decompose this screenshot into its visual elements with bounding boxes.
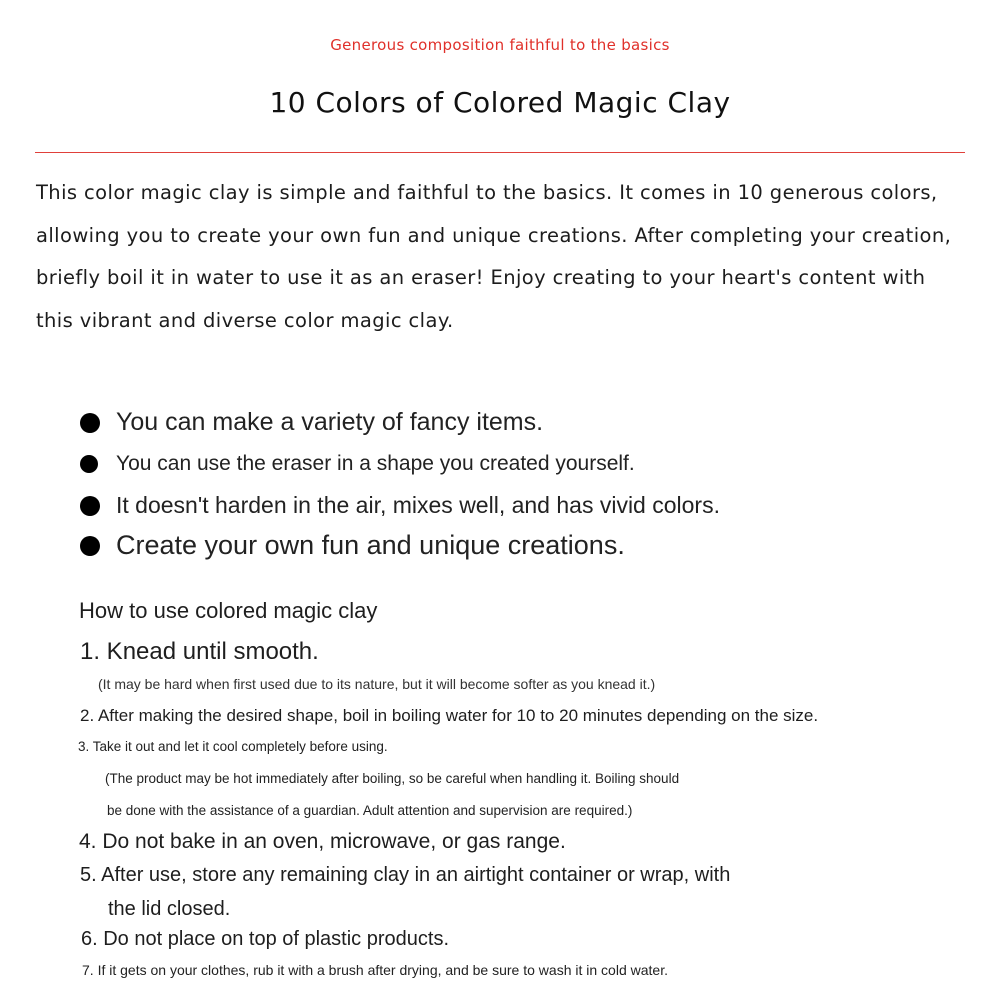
feature-text: Create your own fun and unique creations.: [116, 530, 625, 560]
feature-text: You can make a variety of fancy items.: [116, 408, 544, 436]
feature-item: [80, 452, 635, 476]
intro-paragraph: This color magic clay is simple and faithful to the basics. It comes in 10 generous colors, allowing you to create your own fun and unique creations. After completing your creation, briefly boil it in water to use it as an eraser! Enjoy creating to your heart's content with this vibrant and diverse color magic clay.: [36, 181, 952, 332]
step-7: 7. If it gets on your clothes, rub it with a brush after drying, and be sure to wash it in cold water.: [82, 962, 668, 978]
feature-text: You can use the eraser in a shape you created yourself.: [116, 452, 635, 475]
howto-heading: How to use colored magic clay: [79, 598, 378, 623]
bullet-icon: [80, 413, 100, 433]
step-2: 2. After making the desired shape, boil in boiling water for 10 to 20 minutes depending on the size.: [80, 706, 819, 725]
feature-item: [80, 408, 543, 437]
feature-item: [80, 530, 625, 561]
bullet-icon: [80, 536, 100, 556]
step-1-note: (It may be hard when first used due to its nature, but it will become softer as you knead it.): [98, 676, 656, 692]
bullet-icon: [80, 455, 98, 473]
step-5-line-2: the lid closed.: [108, 898, 231, 920]
step-3-note-line-1: (The product may be hot immediately after boiling, so be careful when handling it. Boiling should: [105, 771, 680, 786]
step-1: 1. Knead until smooth.: [80, 638, 319, 665]
bullet-icon: [80, 496, 100, 516]
step-4: 4. Do not bake in an oven, microwave, or gas range.: [79, 830, 566, 853]
step-5-line-1: 5. After use, store any remaining clay in an airtight container or wrap, with: [80, 864, 731, 886]
title-divider: [35, 152, 965, 153]
step-6: 6. Do not place on top of plastic products.: [81, 928, 449, 950]
step-3-note-line-2: be done with the assistance of a guardian. Adult attention and supervision are required.): [107, 803, 633, 818]
step-3: 3. Take it out and let it cool completely before using.: [78, 739, 388, 754]
tagline: Generous composition faithful to the basics: [330, 36, 670, 54]
page-title: 10 Colors of Colored Magic Clay: [269, 86, 731, 119]
feature-text: It doesn't harden in the air, mixes well, and has vivid colors.: [116, 492, 720, 518]
feature-item: [80, 492, 720, 519]
